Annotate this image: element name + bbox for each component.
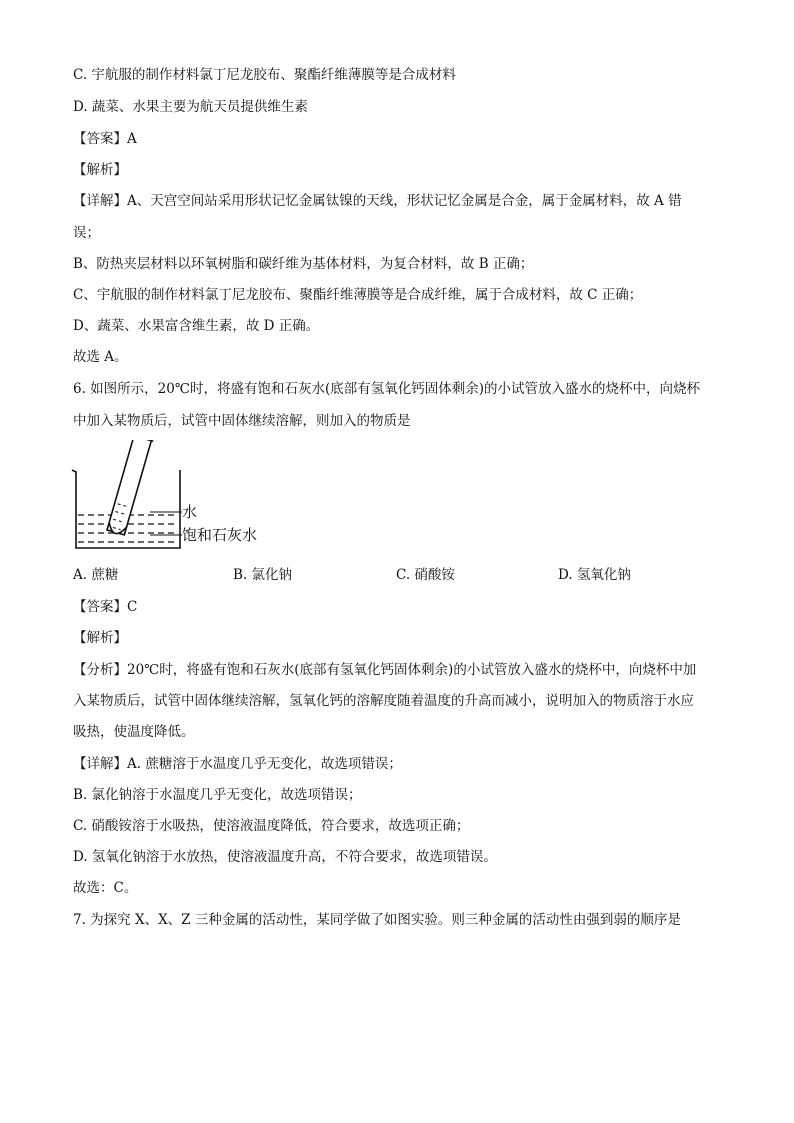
q5-conclusion: 故选 A。 (73, 349, 128, 365)
beaker-test-tube-figure (70, 440, 280, 560)
q6-options (73, 566, 713, 586)
q5-detail-line: 【详解】A、天宫空间站采用形状记忆金属钛镍的天线，形状记忆金属是合金，属于金属材料，故 A 错 (73, 193, 682, 209)
q5-detail-line: 误； (73, 225, 100, 241)
q6-option-d: D. 氢氧化钠 (558, 567, 631, 583)
q6-stem: 6. 如图所示，20℃时，将盛有饱和石灰水(底部有氢氧化钙固体剩余)的小试管放入盛水的烧杯中，向烧杯 (73, 381, 700, 397)
q6-stem: 中加入某物质后，试管中固体继续溶解，则加入的物质是 (73, 413, 411, 429)
q6-analysis-line: 入某物质后，试管中固体继续溶解，氢氧化钙的溶解度随着温度的升高而减小，说明加入的物质溶于水应 (73, 693, 694, 709)
q6-conclusion: 故选：C。 (73, 880, 138, 896)
q6-detail-line: D. 氢氧化钠溶于水放热，使溶液温度升高，不符合要求，故选项错误。 (73, 849, 497, 865)
test-tube (105, 440, 153, 536)
q5-detail-line: B、防热夹层材料以环氧树脂和碳纤维为基体材料，为复合材料，故 B 正确； (73, 256, 534, 272)
label-water: 水 (182, 504, 198, 521)
q5-detail-line: D、蔬菜、水果富含维生素，故 D 正确。 (73, 318, 320, 334)
q6-answer: 【答案】C (73, 599, 138, 615)
q6-analysis-line: 吸热，使温度降低。 (73, 724, 195, 740)
beaker-diagram (70, 440, 280, 556)
q6-analysis-line: 【分析】20℃时，将盛有饱和石灰水(底部有氢氧化钙固体剩余)的小试管放入盛水的烧杯中，向烧杯中加 (73, 662, 697, 678)
label-limewater: 饱和石灰水 (182, 527, 258, 544)
q6-option-a: A. 蔗糖 (73, 567, 119, 583)
q5-analysis-heading: 【解析】 (73, 162, 127, 178)
q7-stem: 7. 为探究 X、X、Z 三种金属的活动性，某同学做了如图实验。则三种金属的活动性由强到弱的顺序是 (73, 912, 681, 928)
q5-option-d: D. 蔬菜、水果主要为航天员提供维生素 (73, 99, 308, 115)
q6-detail-line: B. 氯化钠溶于水温度几乎无变化，故选项错误； (73, 787, 362, 803)
q5-answer: 【答案】A (73, 131, 137, 147)
q6-detail-line: C. 硝酸铵溶于水吸热，使溶液温度降低，符合要求，故选项正确； (73, 818, 470, 834)
q6-option-c: C. 硝酸铵 (396, 567, 455, 583)
q5-detail-line: C、宇航服的制作材料氯丁尼龙胶布、聚酯纤维薄膜等是合成纤维，属于合成材料，故 C 正确； (73, 287, 643, 303)
q5-option-c: C. 宇航服的制作材料氯丁尼龙胶布、聚酯纤维薄膜等是合成材料 (73, 67, 456, 83)
q6-detail-line: 【详解】A. 蔗糖溶于水温度几乎无变化，故选项错误； (73, 756, 402, 772)
q6-option-b: B. 氯化钠 (233, 567, 293, 583)
q6-analysis-heading: 【解析】 (73, 630, 127, 646)
